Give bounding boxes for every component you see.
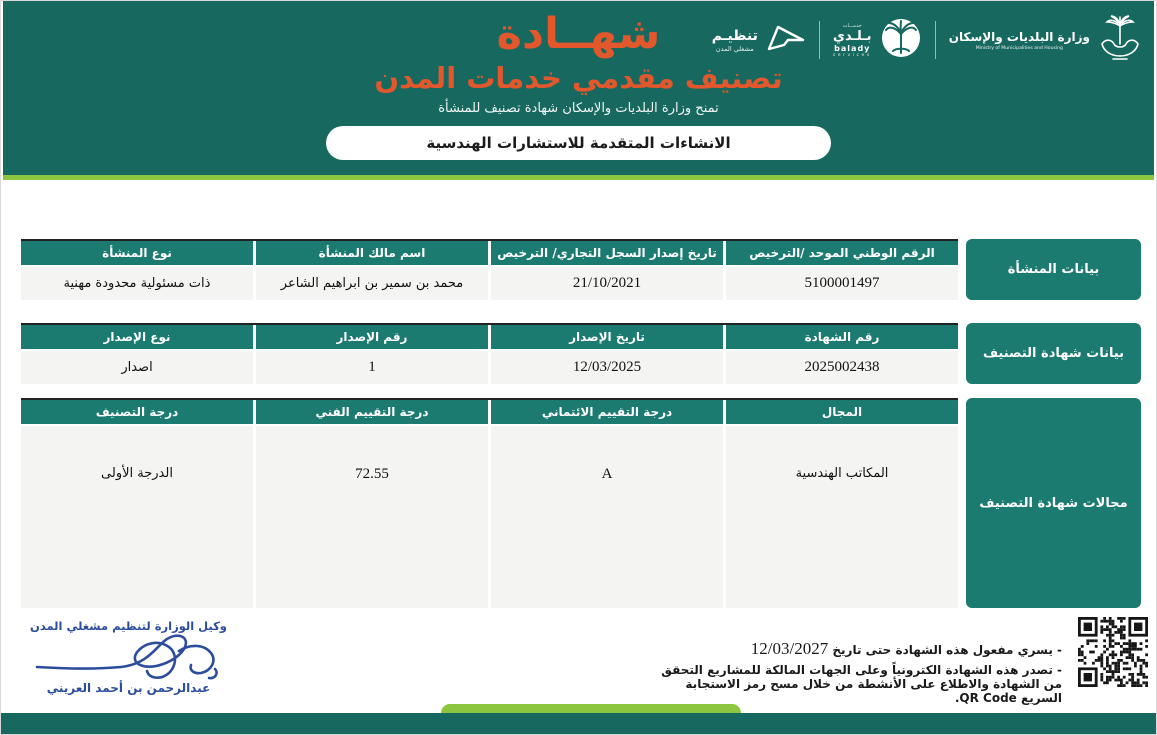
header-green-stripe bbox=[3, 175, 1154, 180]
grant-line: تمنح وزارة البلديات والإسكان شهادة تصنيف للمنشأة bbox=[438, 101, 719, 116]
ministry-logo bbox=[949, 14, 1142, 66]
tables-area bbox=[21, 239, 1141, 608]
ministry-name-en: Ministry of Municipalities and Housing bbox=[975, 45, 1063, 51]
facility-data-label: بيانات المنشأة bbox=[966, 239, 1141, 300]
balady-logo-text bbox=[833, 23, 872, 58]
column-header: تاريخ الإصدار bbox=[491, 325, 723, 349]
column-header: درجة التقييم الفني bbox=[256, 400, 488, 424]
table-value-row bbox=[21, 426, 958, 608]
table-header-row bbox=[21, 325, 958, 349]
footer-notes bbox=[661, 609, 1076, 705]
validity-prefix: - يسري مفعول هذه الشهادة حتى تاريخ bbox=[832, 643, 1062, 657]
signatory-title: وكيل الوزارة لتنظيم مشغلي المدن bbox=[30, 619, 227, 633]
column-header: رقم الإصدار bbox=[256, 325, 488, 349]
certificate-number-value: 2025002438 bbox=[726, 351, 958, 384]
logos-row bbox=[712, 14, 1142, 66]
column-header: الرقم الوطني الموحد /الترخيص bbox=[726, 241, 958, 265]
ministry-logo-text bbox=[949, 30, 1090, 51]
certificate-data-table bbox=[21, 323, 958, 384]
tanzim-logo-text bbox=[712, 28, 758, 53]
signature-block bbox=[21, 609, 236, 705]
column-header: درجة التصنيف bbox=[21, 400, 253, 424]
field-value: المكاتب الهندسية bbox=[726, 426, 958, 608]
certificate-data-section bbox=[21, 323, 1141, 384]
technical-score-value: 72.55 bbox=[256, 426, 488, 608]
column-header: المجال bbox=[726, 400, 958, 424]
footer-teal-bar bbox=[1, 713, 1156, 734]
table-header-row bbox=[21, 241, 958, 265]
balady-name-en: balady bbox=[834, 43, 871, 53]
owner-name-value: محمد بن سمير بن ابراهيم الشاعر bbox=[256, 267, 488, 300]
issue-type-value: اصدار bbox=[21, 351, 253, 384]
electronic-issue-note: - تصدر هذه الشهادة الكترونياً وعلى الجهات المالكة للمشاريع التحقق من الشهادة والاطلاع على الأنشطة من خلال مسح رمز الاستجابة السريع QR Code. bbox=[661, 663, 1062, 705]
ministry-name-ar: وزارة البلديات والإسكان bbox=[948, 29, 1090, 44]
qr-code bbox=[1076, 609, 1148, 705]
unified-national-number-value: 5100001497 bbox=[726, 267, 958, 300]
column-header: رقم الشهادة bbox=[726, 325, 958, 349]
table-value-row bbox=[21, 351, 958, 384]
classification-fields-table bbox=[21, 398, 958, 608]
header-band bbox=[3, 1, 1154, 175]
classification-name-pill: الانشاءات المتقدمة للاستشارات الهندسية bbox=[326, 126, 831, 160]
issue-date-value: 12/03/2025 bbox=[491, 351, 723, 384]
tanzim-line1: تنظيـم bbox=[711, 27, 758, 44]
certificate-data-label: بيانات شهادة التصنيف bbox=[966, 323, 1141, 384]
certificate-subtitle: تصنيف مقدمي خدمات المدن bbox=[374, 61, 783, 95]
balady-logo bbox=[833, 17, 922, 63]
footer-area bbox=[21, 609, 1148, 705]
column-header: تاريخ إصدار السجل التجاري/ الترخيص bbox=[491, 241, 723, 265]
signatory-name: عبدالرحمن بن أحمد العريني bbox=[46, 681, 211, 695]
tanzim-line2: مشغلي المدن bbox=[715, 44, 754, 53]
tanzim-logo bbox=[712, 23, 806, 57]
column-header: نوع المنشأة bbox=[21, 241, 253, 265]
column-header: درجة التقييم الائتماني bbox=[491, 400, 723, 424]
facility-type-value: ذات مسئولية محدودة مهنية bbox=[21, 267, 253, 300]
column-header: اسم مالك المنشأة bbox=[256, 241, 488, 265]
issue-number-value: 1 bbox=[256, 351, 488, 384]
balady-top-label: خدمـــات bbox=[842, 22, 862, 29]
facility-data-section bbox=[21, 239, 1141, 300]
table-header-row bbox=[21, 400, 958, 424]
column-header: نوع الإصدار bbox=[21, 325, 253, 349]
signature-icon bbox=[29, 629, 229, 687]
table-value-row bbox=[21, 267, 958, 300]
logo-divider bbox=[819, 21, 820, 59]
facility-data-table bbox=[21, 239, 958, 300]
classification-fields-label: مجالات شهادة التصنيف bbox=[966, 398, 1141, 608]
ministry-emblem-icon bbox=[1098, 14, 1142, 66]
logo-divider bbox=[935, 21, 936, 59]
validity-line bbox=[661, 639, 1062, 659]
balady-services-label: services bbox=[832, 52, 872, 58]
cr-issue-date-value: 21/10/2021 bbox=[491, 267, 723, 300]
validity-date: 12/03/2027 bbox=[750, 639, 829, 658]
classification-grade-value: الدرجة الأولى bbox=[21, 426, 253, 608]
credit-rating-value: A bbox=[491, 426, 723, 608]
classification-fields-section bbox=[21, 398, 1141, 608]
certificate-title: شهــادة bbox=[496, 9, 661, 59]
balady-name-ar: بـلـدي bbox=[833, 28, 872, 44]
palm-circle-emblem-icon bbox=[880, 17, 922, 63]
cursor-arrow-icon bbox=[766, 23, 806, 57]
